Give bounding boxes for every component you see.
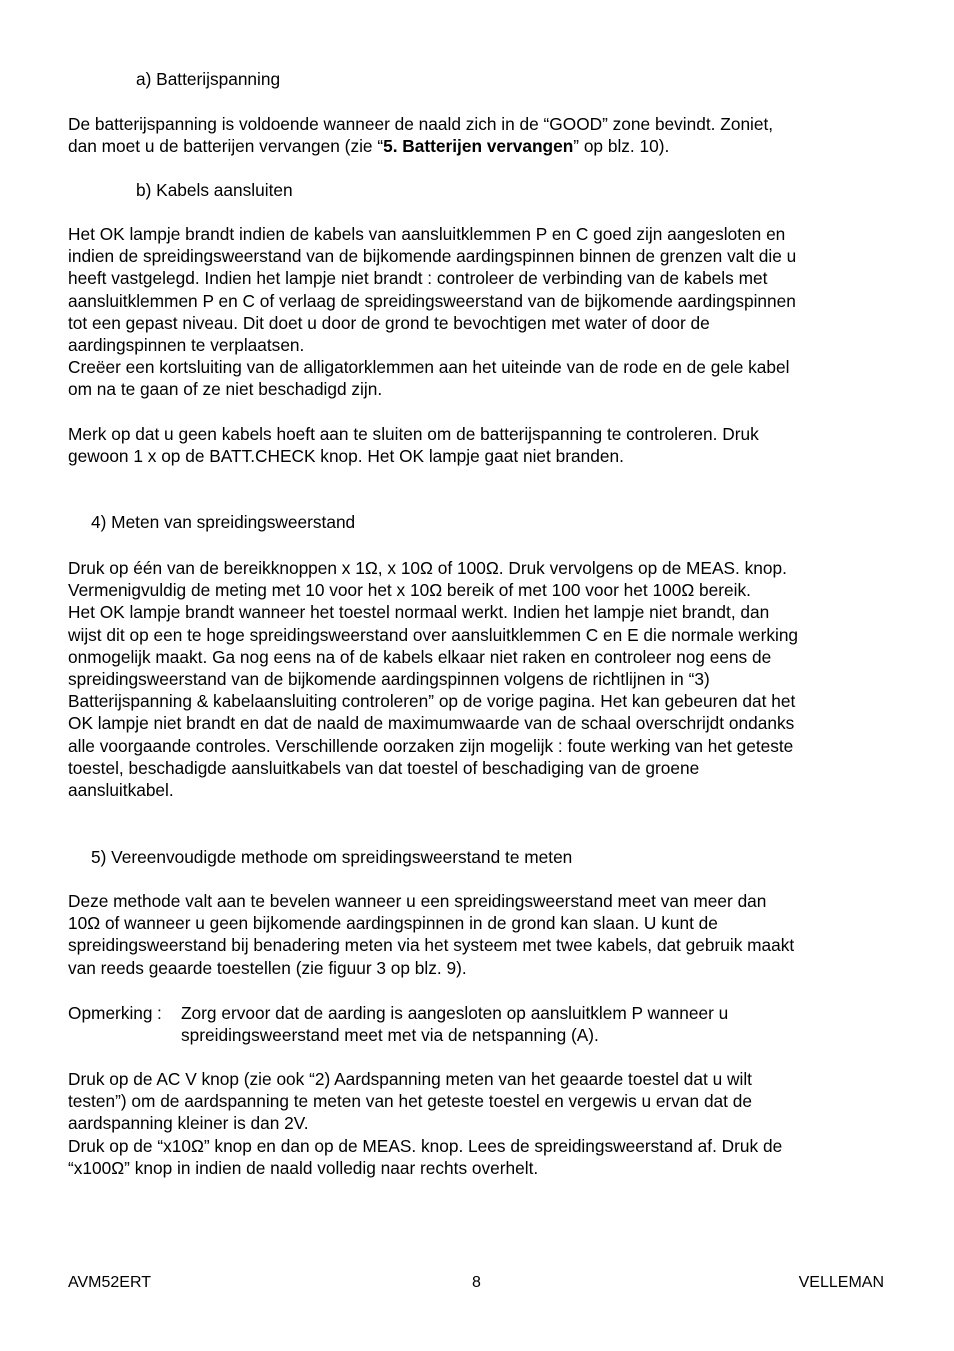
paragraph-line: aansluitklemmen P en C of verlaag de spreidingsweerstand van de bijkomende aardingspinnen [68,290,796,311]
paragraph-line: Druk op de “x10Ω” knop en dan op de MEAS. knop. Lees de spreidingsweerstand af. Druk de [68,1135,783,1156]
paragraph-line: aansluitkabel. [68,780,174,801]
paragraph-line: Deze methode valt aan te bevelen wanneer u een spreidingsweerstand meet van meer dan [68,891,767,911]
paragraph-line: indien de spreidingsweerstand van de bijkomende aardingspinnen binnen de grenzen valt die u [68,246,797,267]
paragraph-line: Druk op één van de bereikknoppen x 1Ω, x 10Ω of 100Ω. Druk vervolgens op de MEAS. knop. [68,558,787,578]
paragraph-line: gewoon 1 x op de BATT.CHECK knop. Het OK lampje gaat niet branden. [68,446,624,467]
section-4-heading: 4) Meten van spreidingsweerstand [91,512,356,532]
battery-paragraph [68,113,890,157]
battery-line-2-post: ” op blz. 10). [573,136,670,157]
measure-paragraph [68,557,890,801]
note-label: Opmerking [68,1003,153,1023]
section-b-heading: b) Kabels aansluiten [136,180,293,200]
check-paragraph [68,423,890,467]
paragraph-line: Merk op dat u geen kabels hoeft aan te sluiten om de batterijspanning te controleren. Druk [68,424,759,444]
paragraph-line: Vermenigvuldig de meting met 10 voor het x 10Ω bereik of met 100 voor het 100Ω bereik. [68,580,751,601]
paragraph-line: OK lampje niet brandt en dat de naald de maximumwaarde van de schaal overschrijdt ondanks [68,713,795,734]
battery-line-1: De batterijspanning is voldoende wanneer de naald zich in de “GOOD” zone bevindt. Zoniet, [68,114,774,134]
paragraph-line: 10Ω of wanneer u geen bijkomende aardingspinnen in de grond kan slaan. U kunt de [68,913,718,934]
paragraph-line: alle voorgaande controles. Verschillende oorzaken zijn mogelijk : foute werking van het geteste [68,735,794,756]
section-5-heading: 5) Vereenvoudigde methode om spreidingsweerstand te meten [91,847,573,867]
battery-reference-bold: 5. Batterijen vervangen [383,136,574,157]
paragraph-line: onmogelijk maakt. Ga nog eens na of de kabels elkaar niet raken en controleer nog eens de [68,646,772,667]
ac-paragraph [68,1068,890,1179]
paragraph-line: testen”) om de aardspanning te meten van het geteste toestel en vergewis u ervan dat de [68,1091,752,1112]
note-text [181,1002,891,1046]
paragraph-line: aardingspinnen te verplaatsen. [68,335,305,356]
paragraph-line: spreidingsweerstand bij benadering meten via het systeem met twee kabels, dat gebruik maakt [68,935,795,956]
section-a-heading: a) Batterijspanning [136,69,281,89]
paragraph-line: tot een gepast niveau. Dit doet u door de grond te bevochtigen met water of door de [68,312,710,333]
note-colon: : [157,1003,162,1023]
paragraph-line: heeft vastgelegd. Indien het lampje niet brandt : controleer de verbinding van de kabels met [68,268,768,289]
footer-model: AVM52ERT [68,1274,151,1291]
paragraph-line: Batterijspanning & kabelaansluiting controleren” op de vorige pagina. Het kan gebeuren dat het [68,691,796,712]
footer-brand: VELLEMAN [798,1274,884,1291]
paragraph-line: Het OK lampje brandt wanneer het toestel normaal werkt. Indien het lampje niet brandt, dan [68,602,770,623]
paragraph-line: om na te gaan of ze niet beschadigd zijn. [68,379,383,400]
paragraph-line: spreidingsweerstand van de bijkomende aardingspinnen volgens de richtlijnen in “3) [68,669,710,690]
paragraph-line: Creëer een kortsluiting van de alligatorklemmen aan het uiteinde van de rode en de gele kabel [68,357,790,378]
paragraph-line: wijst dit op een te hoge spreidingsweerstand over aansluitklemmen C en E die normale werking [68,624,799,645]
paragraph-line: van reeds geaarde toestellen (zie figuur 3 op blz. 9). [68,957,467,978]
paragraph-line: Druk op de AC V knop (zie ook “2) Aardspanning meten van het geaarde toestel dat u wilt [68,1069,752,1089]
paragraph-line: “x100Ω” knop in indien de naald volledig naar rechts overhelt. [68,1157,539,1178]
battery-line-2-pre: dan moet u de batterijen vervangen (zie “ [68,136,384,157]
note-line: Zorg ervoor dat de aarding is aangesloten op aansluitklem P wanneer u [181,1003,729,1023]
paragraph-line: aardspanning kleiner is dan 2V. [68,1113,309,1134]
cables-paragraph [68,223,890,401]
paragraph-line: Het OK lampje brandt indien de kabels van aansluitklemmen P en C goed zijn aangesloten en [68,224,786,244]
note-line: spreidingsweerstand meet met via de netspanning (A). [181,1025,599,1046]
footer-page-number: 8 [472,1274,481,1291]
simple-method-paragraph [68,890,890,979]
paragraph-line: toestel, beschadigde aansluitkabels van dat toestel of beschadiging van de groene [68,757,700,778]
